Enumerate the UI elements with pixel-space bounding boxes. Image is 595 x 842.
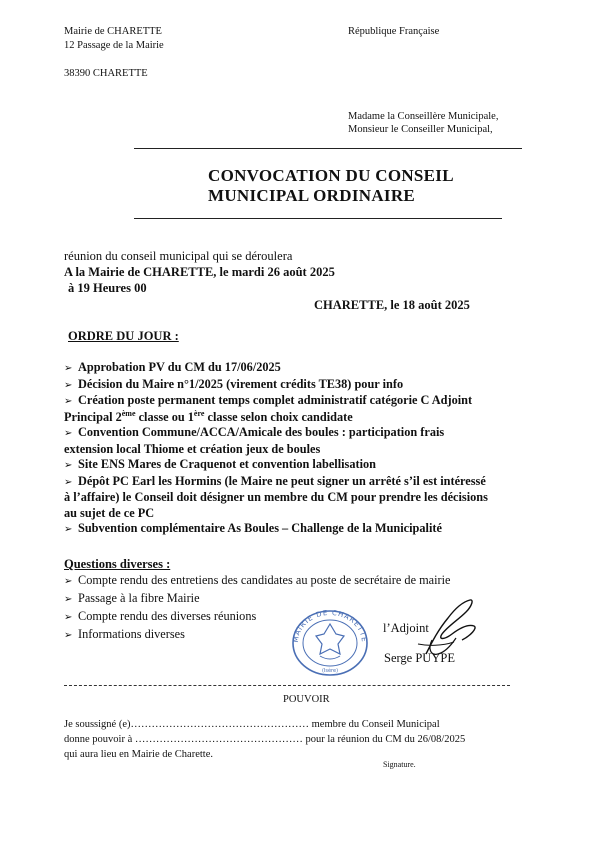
recipient-line-2: Monsieur le Conseiller Municipal, xyxy=(348,124,493,135)
agenda-list xyxy=(64,360,544,538)
pouvoir-line-3: qui aura lieu en Mairie de Charette. xyxy=(64,749,213,760)
sender-line-2: 12 Passage de la Mairie xyxy=(64,40,164,51)
sender-line-3: 38390 CHARETTE xyxy=(64,68,148,79)
agenda-item-continuation: à l’affaire) le Conseil doit désigner un membre du CM pour prendre les décisions xyxy=(64,490,488,504)
intro-line-2: A la Mairie de CHARETTE, le mardi 26 août 2025 xyxy=(64,265,335,279)
questions-heading: Questions diverses : xyxy=(64,557,171,571)
agenda-item: ➢ Création poste permanent temps complet administratif catégorie C Adjoint xyxy=(64,393,544,410)
arrow-bullet-icon: ➢ xyxy=(64,612,73,623)
agenda-item: ➢ Approbation PV du CM du 17/06/2025 xyxy=(64,360,544,377)
intro-line-1: réunion du conseil municipal qui se déroulera xyxy=(64,249,293,263)
agenda-item: ➢ Site ENS Mares de Craquenot et convention labellisation xyxy=(64,457,544,474)
question-item: ➢ Informations diverses xyxy=(64,626,544,644)
sender-line-1: Mairie de CHARETTE xyxy=(64,26,162,37)
pouvoir-heading: POUVOIR xyxy=(283,694,330,705)
arrow-bullet-icon: ➢ xyxy=(64,363,73,374)
signatory-name: Serge PUYPE xyxy=(384,651,455,665)
agenda-item: ➢ Subvention complémentaire As Boules – Challenge de la Municipalité xyxy=(64,521,544,538)
agenda-item-continuation: extension local Thiome et création jeux de boules xyxy=(64,441,321,456)
agenda-heading: ORDRE DU JOUR : xyxy=(68,329,179,343)
arrow-bullet-icon: ➢ xyxy=(64,428,73,439)
arrow-bullet-icon: ➢ xyxy=(64,379,73,391)
arrow-bullet-icon: ➢ xyxy=(64,476,73,488)
agenda-item: ➢ Décision du Maire n°1/2025 (virement crédits TE38) pour info xyxy=(64,377,544,394)
svg-text:(Isère): (Isère) xyxy=(321,668,339,674)
republic-label: République Française xyxy=(348,26,440,37)
arrow-bullet-icon: ➢ xyxy=(64,576,73,587)
arrow-bullet-icon: ➢ xyxy=(64,396,73,407)
handwritten-signature xyxy=(408,596,488,666)
title-divider xyxy=(134,218,502,219)
mairie-stamp-icon xyxy=(290,608,370,678)
agenda-item: ➢ Convention Commune/ACCA/Amicale des boules : participation frais xyxy=(64,425,544,442)
svg-text:MAIRIE DE CHARETTE: MAIRIE DE CHARETTE xyxy=(291,608,369,644)
title-line-1: CONVOCATION DU CONSEIL xyxy=(208,166,454,185)
cut-line-divider xyxy=(64,685,510,686)
question-item: ➢ Compte rendu des diverses réunions xyxy=(64,608,544,626)
pouvoir-line-2: donne pouvoir à ………………………………………… pour la réunion du CM du 26/08/2025 xyxy=(64,734,466,745)
header-divider xyxy=(134,148,522,149)
arrow-bullet-icon: ➢ xyxy=(64,460,73,471)
intro-line-3: à 19 Heures 00 xyxy=(68,281,147,295)
agenda-item: ➢ Dépôt PC Earl les Hormins (le Maire ne peut signer un arrêté s’il est intéressé xyxy=(64,474,544,491)
signature-label: Signature. xyxy=(383,760,416,769)
agenda-item-continuation: au sujet de ce PC xyxy=(64,505,155,520)
arrow-bullet-icon: ➢ xyxy=(64,630,73,641)
recipient-line-1: Madame la Conseillère Municipale, xyxy=(348,111,499,122)
question-item: ➢ Compte rendu des entretiens des candidates au poste de secrétaire de mairie xyxy=(64,572,544,590)
agenda-item-continuation: Principal 2ème classe ou 1ère classe selon choix candidate xyxy=(64,408,353,424)
pouvoir-line-1: Je soussigné (e)…………………………………………… membre du Conseil Municipal xyxy=(64,719,440,730)
arrow-bullet-icon: ➢ xyxy=(64,594,73,605)
arrow-bullet-icon: ➢ xyxy=(64,524,73,535)
question-item: ➢ Passage à la fibre Mairie xyxy=(64,590,544,608)
date-line: CHARETTE, le 18 août 2025 xyxy=(314,298,470,312)
title-line-2: MUNICIPAL ORDINAIRE xyxy=(208,186,416,205)
signatory-role: l’Adjoint xyxy=(383,621,429,635)
